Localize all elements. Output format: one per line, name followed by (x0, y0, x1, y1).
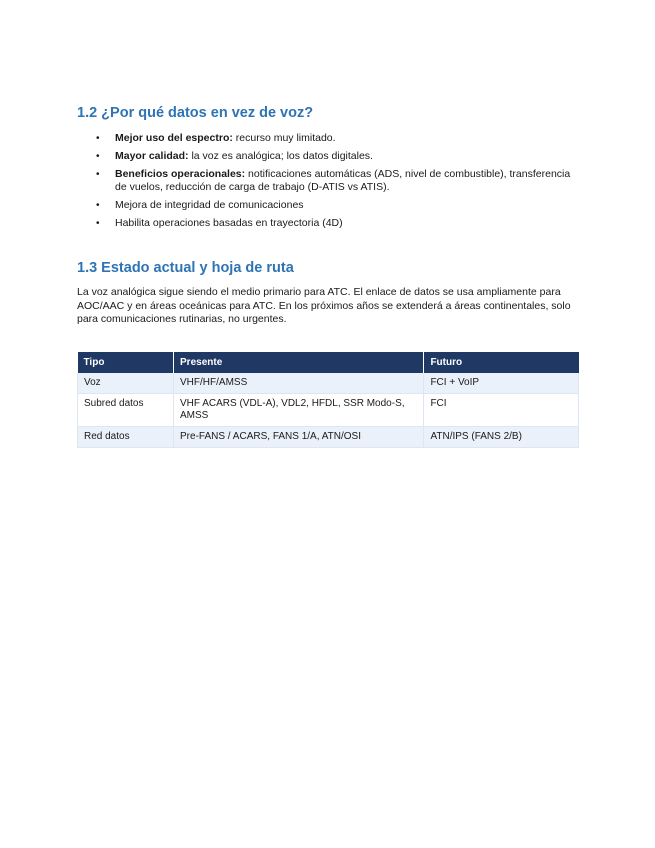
table-cell: FCI + VoIP (424, 373, 579, 394)
list-item: • Mejora de integridad de comunicaciones (96, 199, 304, 211)
table-cell: Subred datos (78, 394, 174, 427)
table-row (78, 373, 579, 394)
table-cell: VHF ACARS (VDL-A), VDL2, HFDL, SSR Modo-S, AMSS (174, 394, 424, 427)
list-item: • Habilita operaciones basadas en trayectoria (4D) (96, 217, 343, 229)
section-why-data (77, 104, 579, 235)
column-header: Futuro (424, 352, 579, 373)
table-cell: Pre-FANS / ACARS, FANS 1/A, ATN/OSI (174, 427, 424, 448)
table-row (78, 427, 579, 448)
table-header-row (78, 352, 579, 373)
table-row (78, 394, 579, 427)
table-cell: ATN/IPS (FANS 2/B) (424, 427, 579, 448)
table-cell: Voz (78, 373, 174, 394)
benefits-list (77, 132, 579, 230)
section-current-state (77, 259, 579, 327)
bullet-icon: • (96, 169, 100, 180)
column-header: Tipo (78, 352, 174, 373)
bullet-icon: • (96, 133, 100, 144)
list-item: • Mejor uso del espectro: recurso muy limitado. (96, 132, 336, 144)
table-cell: FCI (424, 394, 579, 427)
bullet-icon: • (96, 200, 100, 211)
list-item: • Beneficios operacionales: notificaciones automáticas (ADS, nivel de combustible), transferencia de vuelos, reducción de carga de trabajo (D-ATIS vs ATIS). (96, 168, 571, 193)
bullet-icon: • (96, 151, 100, 162)
bullet-icon: • (96, 218, 100, 229)
list-item: • Mayor calidad: la voz es analógica; los datos digitales. (96, 150, 373, 162)
section-paragraph: La voz analógica sigue siendo el medio primario para ATC. El enlace de datos se usa ampliamente para AOC/AAC y en áreas oceánicas para ATC. En los próximos años se extenderá a áreas continentales, solo para comunicaciones rutinarias, no urgentes. (77, 286, 571, 325)
section-heading: 1.2 ¿Por qué datos en vez de voz? (77, 105, 314, 121)
section-heading: 1.3 Estado actual y hoja de ruta (77, 260, 294, 276)
roadmap-table (77, 352, 579, 448)
table-cell: VHF/HF/AMSS (174, 373, 424, 394)
table-cell: Red datos (78, 427, 174, 448)
column-header: Presente (174, 352, 424, 373)
